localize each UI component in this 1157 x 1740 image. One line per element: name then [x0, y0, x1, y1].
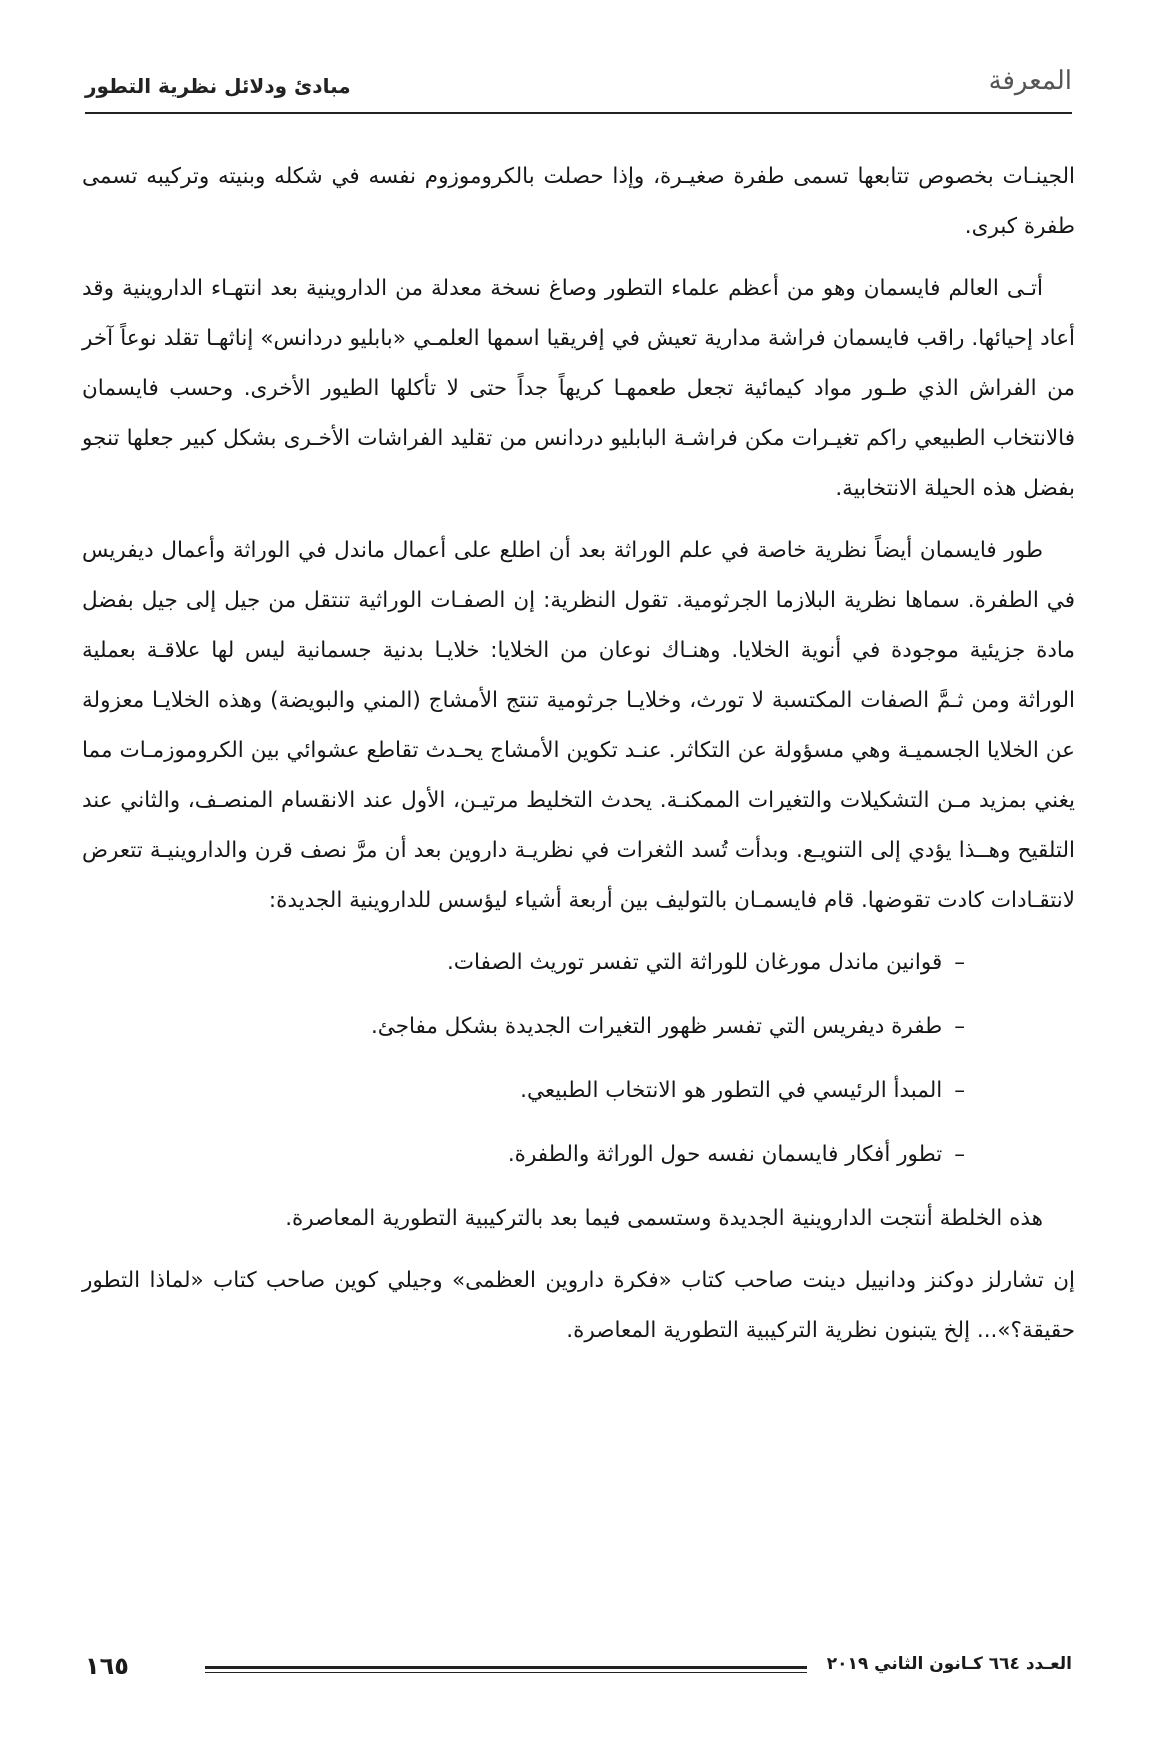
paragraph: هذه الخلطة أنتجت الداروينية الجديدة وستسمى فيما بعد بالتركيبية التطورية المعاصرة. — [285, 1206, 1043, 1231]
list-item-text: قوانين ماندل مورغان للوراثة التي تفسر توريث الصفات. — [446, 950, 943, 975]
page-number: ١٦٥ — [85, 1652, 129, 1680]
article-body — [82, 152, 1075, 1368]
list-item — [82, 938, 965, 988]
header-divider — [85, 112, 1072, 114]
bullet-marker: – — [954, 950, 965, 975]
list-item-text: المبدأ الرئيسي في التطور هو الانتخاب الطبيعي. — [520, 1078, 943, 1103]
paragraph: أتـى العالم فايسمان وهو من أعظم علماء التطور وصاغ نسخة معدلة من الداروينية بعد انتهـاء الداروينية وقد أعاد إحيائها. راقب فايسمان فراشة مدارية تعيش في إفريقيا اسمها العلمـي «بابليو دردانس» إناثهـا تقلد نوعاً آخر من الفراش الذي طـور مواد كيمائية تجعل طعمهـا كريهاً جداً حتى لا تأكلها الطيور الأخرى. وحسب فايسمان فالانتخاب الطبيعي راكم تغيـرات مكن فراشـة البابليو دردانس من تقليد الفراشات الأخـرى بشكل كبير جعلها تنجو بفضل هذه الحيلة الانتخابية. — [82, 276, 1075, 501]
list-item — [82, 1002, 965, 1052]
bullet-marker: – — [954, 1142, 965, 1167]
magazine-logo: المعرفة — [988, 66, 1072, 96]
list-item — [82, 1066, 965, 1116]
paragraph: إن تشارلز دوكنز ودانييل دينت صاحب كتاب «فكرة داروين العظمى» وجيلي كوين صاحب كتاب «لماذا التطور حقيقة؟»... إلخ يتبنون نظرية التركيبية التطورية المعاصرة. — [82, 1268, 1075, 1343]
running-title: مبادئ ودلائل نظرية التطور — [85, 74, 351, 98]
page-header — [85, 62, 1072, 106]
issue-label: العـدد ٦٦٤ كـانون الثاني ٢٠١٩ — [826, 1654, 1072, 1674]
page-footer — [85, 1650, 1072, 1690]
bullet-marker: – — [954, 1014, 965, 1039]
list-item-text: تطور أفكار فايسمان نفسه حول الوراثة والطفرة. — [507, 1142, 943, 1167]
paragraph: طور فايسمان أيضاً نظرية خاصة في علم الوراثة بعد أن اطلع على أعمال ماندل في الوراثة وأعمال ديفريس في الطفرة. سماها نظرية البلازما الجرثومية. تقول النظرية: إن الصفـات الوراثية تنتقل من جيل إلى جيل بفضل مادة جزيئية موجودة في أنوية الخلايا. وهنـاك نوعان من الخلايا: خلايـا بدنية جسمانية ليس لها علاقـة بعملية الوراثة ومن ثـمَّ الصفات المكتسبة لا تورث، وخلايـا جرثومية تنتج الأمشاج (المني والبويضة) وهذه الخلايـا معزولة عن الخلايا الجسميـة وهي مسؤولة عن التكاثر. عنـد تكوين الأمشاج يحـدث تقاطع عشوائي بين الكروموزمـات مما يغني بمزيد مـن التشكيلات والتغيرات الممكنـة. يحدث التخليط مرتيـن، الأول عند الانقسام المنصـف، والثاني عند التلقيح وهــذا يؤدي إلى التنويـع. وبدأت تُسد الثغرات في نظريـة داروين بعد أن مرَّ نصف قرن والداروينيـة تتعرض لانتقـادات كادت تقوضها. قام فايسمـان بالتوليف بين أربعة أشياء ليؤسس للداروينية الجديدة: — [82, 538, 1075, 913]
list-item-text: طفرة ديفريس التي تفسر ظهور التغيرات الجديدة بشكل مفاجئ. — [370, 1014, 943, 1039]
footer-divider — [205, 1666, 807, 1673]
bullet-list — [82, 938, 1075, 1180]
paragraph: الجينـات بخصوص تتابعها تسمى طفرة صغيـرة، وإذا حصلت بالكروموزوم نفسه في شكله وبنيته وتركيبه تسمى طفرة كبرى. — [82, 164, 1075, 239]
list-item — [82, 1130, 965, 1180]
bullet-marker: – — [954, 1078, 965, 1103]
